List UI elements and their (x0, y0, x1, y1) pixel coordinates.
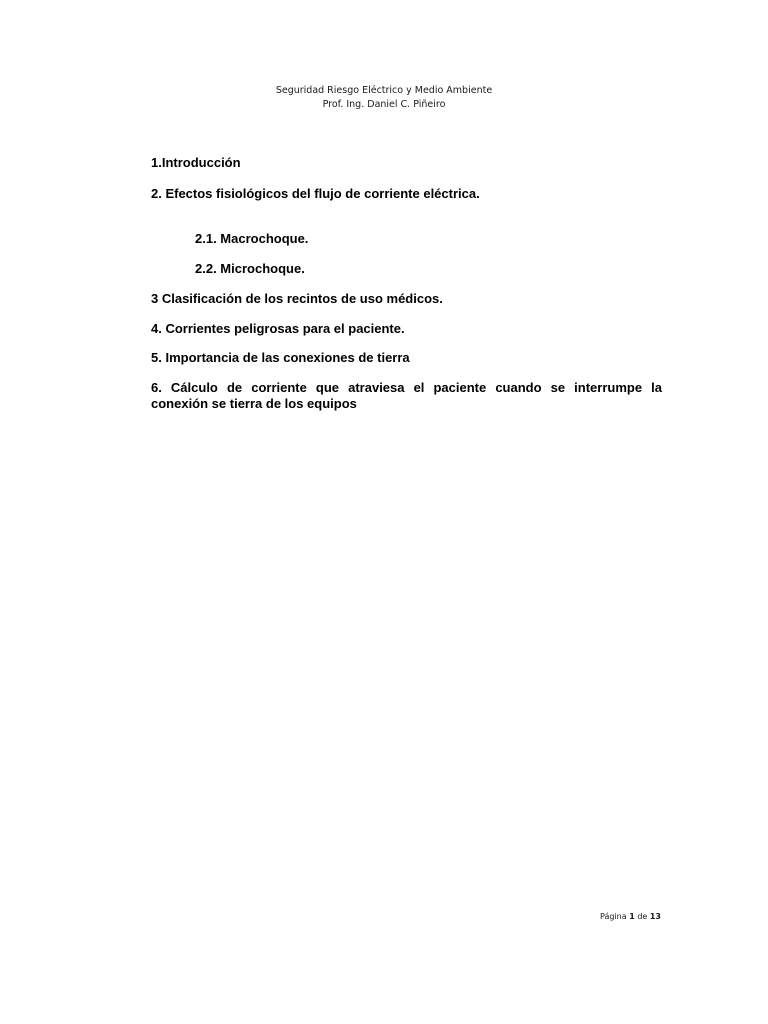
toc-entry-conexiones-tierra: 5. Importancia de las conexiones de tierra (151, 350, 410, 365)
page-number-footer (600, 911, 661, 923)
toc-entry-calculo-corriente: 6. Cálculo de corriente que atraviesa el paciente cuando se interrumpe la conexión se tierra de los equipos (151, 380, 662, 411)
toc-entry-corrientes-peligrosas: 4. Corrientes peligrosas para el paciente. (151, 321, 405, 336)
toc-entry-efectos-fisiologicos: 2. Efectos fisiológicos del flujo de corriente eléctrica. (151, 186, 480, 201)
of-word: de (637, 912, 648, 921)
page-header (0, 84, 768, 112)
toc-entry-macrochoque: 2.1. Macrochoque. (195, 231, 309, 246)
total-pages-number: 13 (649, 912, 661, 921)
toc-entry-clasificacion-recintos: 3 Clasificación de los recintos de uso médicos. (151, 291, 443, 306)
page-word: Página (600, 912, 627, 921)
author-line: Prof. Ing. Daniel C. Piñeiro (322, 99, 446, 110)
toc-entry-microchoque: 2.2. Microchoque. (195, 261, 305, 276)
course-title: Seguridad Riesgo Eléctrico y Medio Ambiente (275, 85, 493, 96)
toc-entry-introduccion: 1.Introducción (151, 155, 241, 170)
current-page-number: 1 (629, 912, 635, 921)
